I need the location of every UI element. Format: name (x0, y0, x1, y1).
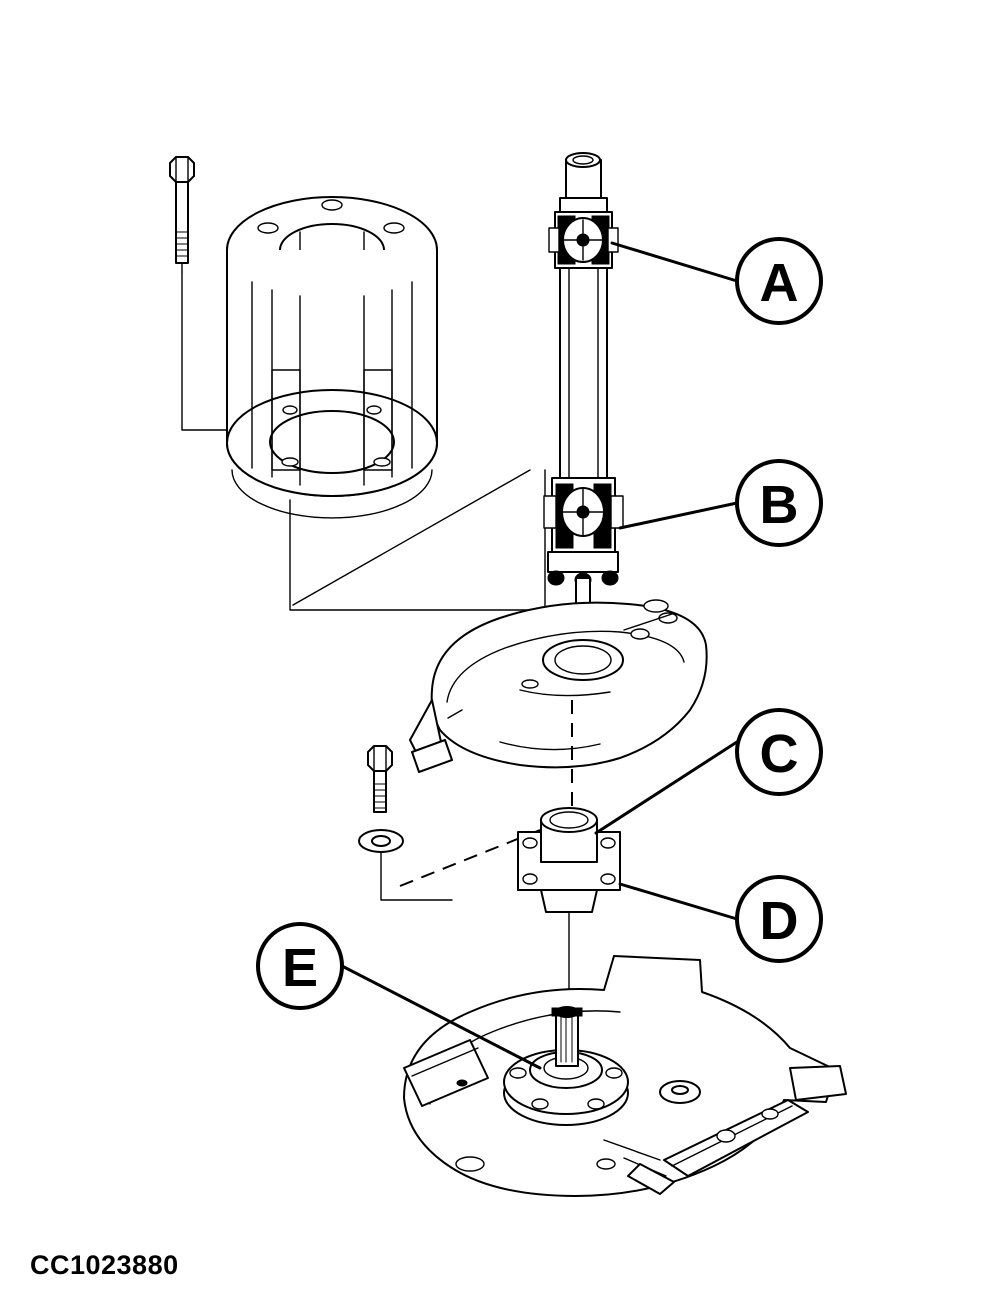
callout-d[interactable] (737, 877, 821, 961)
flat-washer (359, 830, 403, 852)
figure-id-label: CC1023880 (30, 1250, 179, 1280)
callout-c[interactable] (737, 710, 821, 794)
upper-u-joint (549, 212, 618, 268)
lower-u-joint (544, 478, 623, 587)
long-hex-bolt (170, 157, 194, 272)
callout-e-label: E (281, 938, 319, 998)
callout-b[interactable] (737, 461, 821, 545)
lower-deck-frame (404, 956, 846, 1196)
callout-c-label: C (759, 724, 799, 784)
upper-deck-plate (410, 600, 707, 772)
cylindrical-shield-guard (227, 197, 437, 518)
callout-a[interactable] (737, 239, 821, 323)
washer-alignment-leader (381, 852, 452, 900)
callout-e[interactable] (258, 924, 342, 1008)
short-hex-bolt (368, 746, 392, 812)
callout-a-label: A (759, 253, 799, 313)
callout-b-label: B (759, 475, 799, 535)
drive-shaft-assembly (544, 153, 623, 679)
spindle-housing-collar (541, 808, 597, 862)
callout-d-label: D (759, 891, 799, 951)
